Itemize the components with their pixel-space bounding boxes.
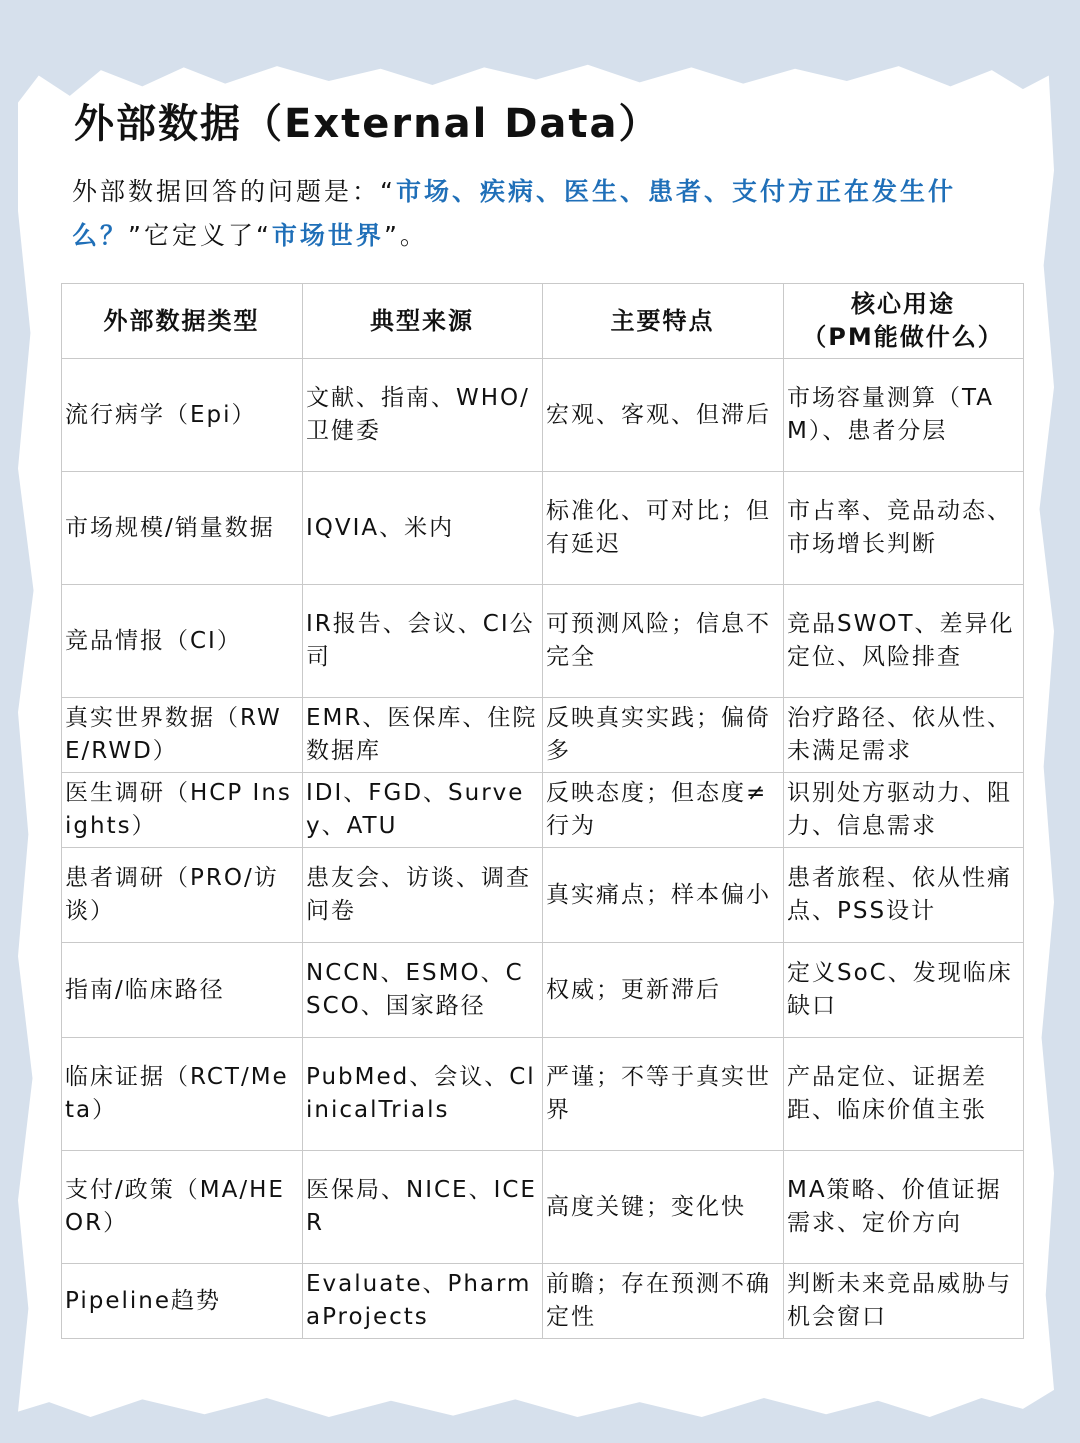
- cell-use: MA策略、价值证据需求、定价方向: [784, 1151, 1024, 1264]
- cell-type: 真实世界数据（RWE/RWD）: [62, 698, 303, 773]
- header-data-type: 外部数据类型: [62, 284, 303, 359]
- intro-prefix: 外部数据回答的问题是：“: [72, 177, 396, 206]
- page-title: 外部数据（External Data）: [74, 101, 661, 147]
- cell-source: NCCN、ESMO、CSCO、国家路径: [303, 943, 543, 1038]
- table-row: [62, 359, 1024, 472]
- cell-feature: 真实痛点；样本偏小: [543, 848, 784, 943]
- cell-type: 指南/临床路径: [62, 943, 303, 1038]
- header-main-feature: 主要特点: [543, 284, 784, 359]
- cell-type: 临床证据（RCT/Meta）: [62, 1038, 303, 1151]
- cell-use: 治疗路径、依从性、未满足需求: [784, 698, 1024, 773]
- table-row: [62, 773, 1024, 848]
- header-typical-source: 典型来源: [303, 284, 543, 359]
- cell-type: Pipeline趋势: [62, 1264, 303, 1339]
- cell-type: 患者调研（PRO/访谈）: [62, 848, 303, 943]
- table-row: [62, 585, 1024, 698]
- cell-feature: 前瞻；存在预测不确定性: [543, 1264, 784, 1339]
- cell-source: EMR、医保库、住院数据库: [303, 698, 543, 773]
- cell-source: 文献、指南、WHO/卫健委: [303, 359, 543, 472]
- table-row: [62, 1151, 1024, 1264]
- cell-feature: 高度关键；变化快: [543, 1151, 784, 1264]
- cell-source: IDI、FGD、Survey、ATU: [303, 773, 543, 848]
- cell-feature: 反映真实实践；偏倚多: [543, 698, 784, 773]
- cell-feature: 可预测风险；信息不完全: [543, 585, 784, 698]
- table-row: [62, 943, 1024, 1038]
- intro-middle: ”它定义了“: [128, 221, 272, 250]
- intro-highlight-question: 市场、疾病、医生、患者、支付方正在发生什么？: [72, 177, 956, 250]
- header-core-use: [784, 284, 1024, 359]
- cell-source: IR报告、会议、CI公司: [303, 585, 543, 698]
- intro-highlight-market-world: 市场世界: [271, 221, 384, 250]
- table-row: [62, 1264, 1024, 1339]
- cell-use: 市场容量测算（TAM）、患者分层: [784, 359, 1024, 472]
- cell-type: 支付/政策（MA/HEOR）: [62, 1151, 303, 1264]
- cell-use: 产品定位、证据差距、临床价值主张: [784, 1038, 1024, 1151]
- table-row: [62, 848, 1024, 943]
- cell-feature: 标准化、可对比；但有延迟: [543, 472, 784, 585]
- cell-type: 流行病学（Epi）: [62, 359, 303, 472]
- cell-use: 竞品SWOT、差异化定位、风险排查: [784, 585, 1024, 698]
- cell-use: 定义SoC、发现临床缺口: [784, 943, 1024, 1038]
- cell-use: 市占率、竞品动态、市场增长判断: [784, 472, 1024, 585]
- cell-feature: 反映态度；但态度≠行为: [543, 773, 784, 848]
- cell-use: 判断未来竞品威胁与机会窗口: [784, 1264, 1024, 1339]
- table-row: [62, 698, 1024, 773]
- intro-paragraph: [72, 170, 1022, 258]
- cell-source: 患友会、访谈、调查问卷: [303, 848, 543, 943]
- external-data-table: [61, 283, 1024, 1339]
- cell-source: PubMed、会议、ClinicalTrials: [303, 1038, 543, 1151]
- table-header-row: [62, 284, 1024, 359]
- table-row: [62, 1038, 1024, 1151]
- header-core-use-title: 核心用途: [851, 290, 955, 318]
- cell-type: 竞品情报（CI）: [62, 585, 303, 698]
- table-row: [62, 472, 1024, 585]
- cell-source: 医保局、NICE、ICER: [303, 1151, 543, 1264]
- cell-feature: 严谨；不等于真实世界: [543, 1038, 784, 1151]
- cell-use: 患者旅程、依从性痛点、PSS设计: [784, 848, 1024, 943]
- intro-suffix: ”。: [383, 221, 428, 250]
- cell-use: 识别处方驱动力、阻力、信息需求: [784, 773, 1024, 848]
- cell-feature: 宏观、客观、但滞后: [543, 359, 784, 472]
- cell-source: IQVIA、米内: [303, 472, 543, 585]
- cell-feature: 权威；更新滞后: [543, 943, 784, 1038]
- cell-type: 市场规模/销量数据: [62, 472, 303, 585]
- cell-source: Evaluate、PharmaProjects: [303, 1264, 543, 1339]
- header-core-use-subtitle: （PM能做什么）: [802, 323, 1004, 351]
- cell-type: 医生调研（HCP Insights）: [62, 773, 303, 848]
